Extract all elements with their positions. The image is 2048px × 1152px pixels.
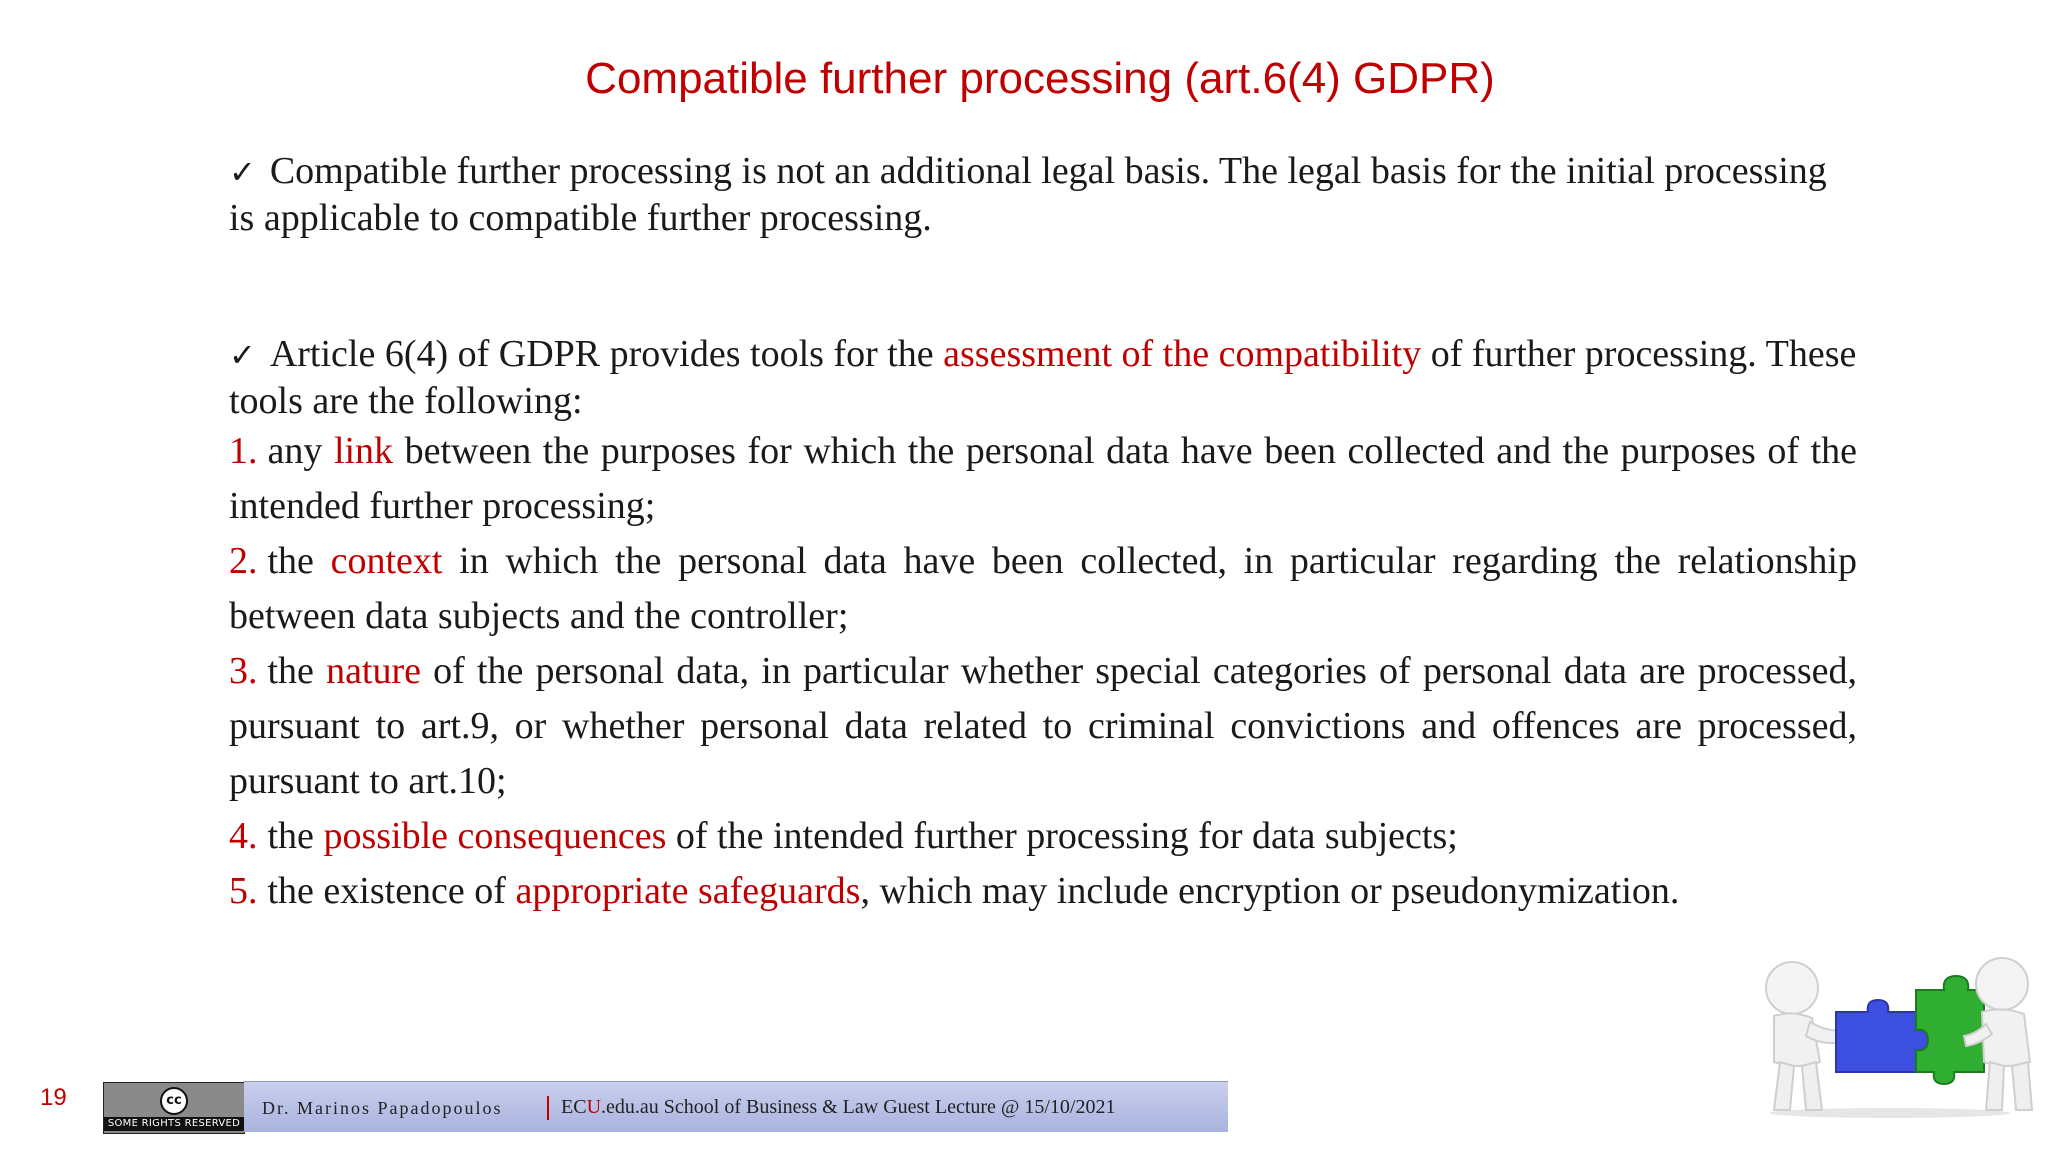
checkmark-icon: ✓ (229, 336, 256, 374)
creative-commons-badge[interactable] (103, 1082, 245, 1134)
item-text-after: between the purposes for which the personal data have been collected and the purposes of the intended further processing; (229, 430, 1857, 527)
cc-license-text: SOME RIGHTS RESERVED (104, 1117, 244, 1131)
footer-ecu-u: U (586, 1096, 602, 1118)
paragraph-2 (229, 331, 1857, 424)
paragraph-2-text-before: Article 6(4) of GDPR provides tools for the (269, 333, 944, 375)
footer-event (561, 1096, 1115, 1119)
item-highlight: context (330, 540, 443, 582)
item-text-after: in which the personal data have been collected, in particular regarding the relationship between data subjects and the controller; (229, 540, 1857, 637)
item-text-before: the (267, 650, 327, 692)
item-text-before: the (267, 540, 331, 582)
item-text-after: of the intended further processing for data subjects; (666, 815, 1458, 857)
item-highlight: link (333, 430, 394, 472)
footer-author: Dr. Marinos Papadopoulos (262, 1098, 503, 1118)
item-number: 1. (229, 430, 258, 472)
item-highlight: nature (326, 650, 422, 692)
list-item (229, 534, 1857, 644)
item-text-before: any (267, 430, 334, 472)
footer-separator (547, 1096, 549, 1120)
item-text-after: , which may include encryption or pseudonymization. (860, 870, 1680, 912)
item-text-after: of the personal data, in particular whether special categories of personal data are processed, pursuant to art.9, or whether personal data related to criminal convictions and offences are processed, pursuant to art.10; (229, 650, 1857, 802)
footer-event-text: .edu.au School of Business & Law Guest Lecture @ 15/10/2021 (601, 1096, 1116, 1118)
slide-number: 19 (40, 1084, 67, 1111)
item-highlight: appropriate safeguards (515, 870, 861, 912)
footer-bar (244, 1081, 1228, 1132)
slide-content (229, 148, 1857, 919)
item-number: 5. (229, 870, 258, 912)
list-item (229, 424, 1857, 534)
item-text-before: the (267, 815, 324, 857)
list-item (229, 644, 1857, 809)
paragraph-1 (229, 148, 1857, 241)
list-item (229, 864, 1857, 919)
paragraph-2-highlight: assessment of the compatibility (943, 333, 1422, 375)
paragraph-1-text: Compatible further processing is not an additional legal basis. The legal basis for the initial processing is applicable to compatible further processing. (229, 150, 1827, 239)
item-number: 2. (229, 540, 258, 582)
checkmark-icon: ✓ (229, 153, 256, 191)
list-item (229, 809, 1857, 864)
slide-title: Compatible further processing (art.6(4) GDPR) (585, 54, 1495, 103)
paragraph-2-text-after: of further processing. These tools are the following: (229, 333, 1857, 422)
item-highlight: possible consequences (323, 815, 667, 857)
item-number: 4. (229, 815, 258, 857)
item-number: 3. (229, 650, 258, 692)
puzzle-figures-icon (1740, 950, 2040, 1120)
footer-ecu-prefix: EC (561, 1096, 587, 1118)
creative-commons-icon: cc (160, 1087, 188, 1115)
item-text-before: the existence of (267, 870, 516, 912)
